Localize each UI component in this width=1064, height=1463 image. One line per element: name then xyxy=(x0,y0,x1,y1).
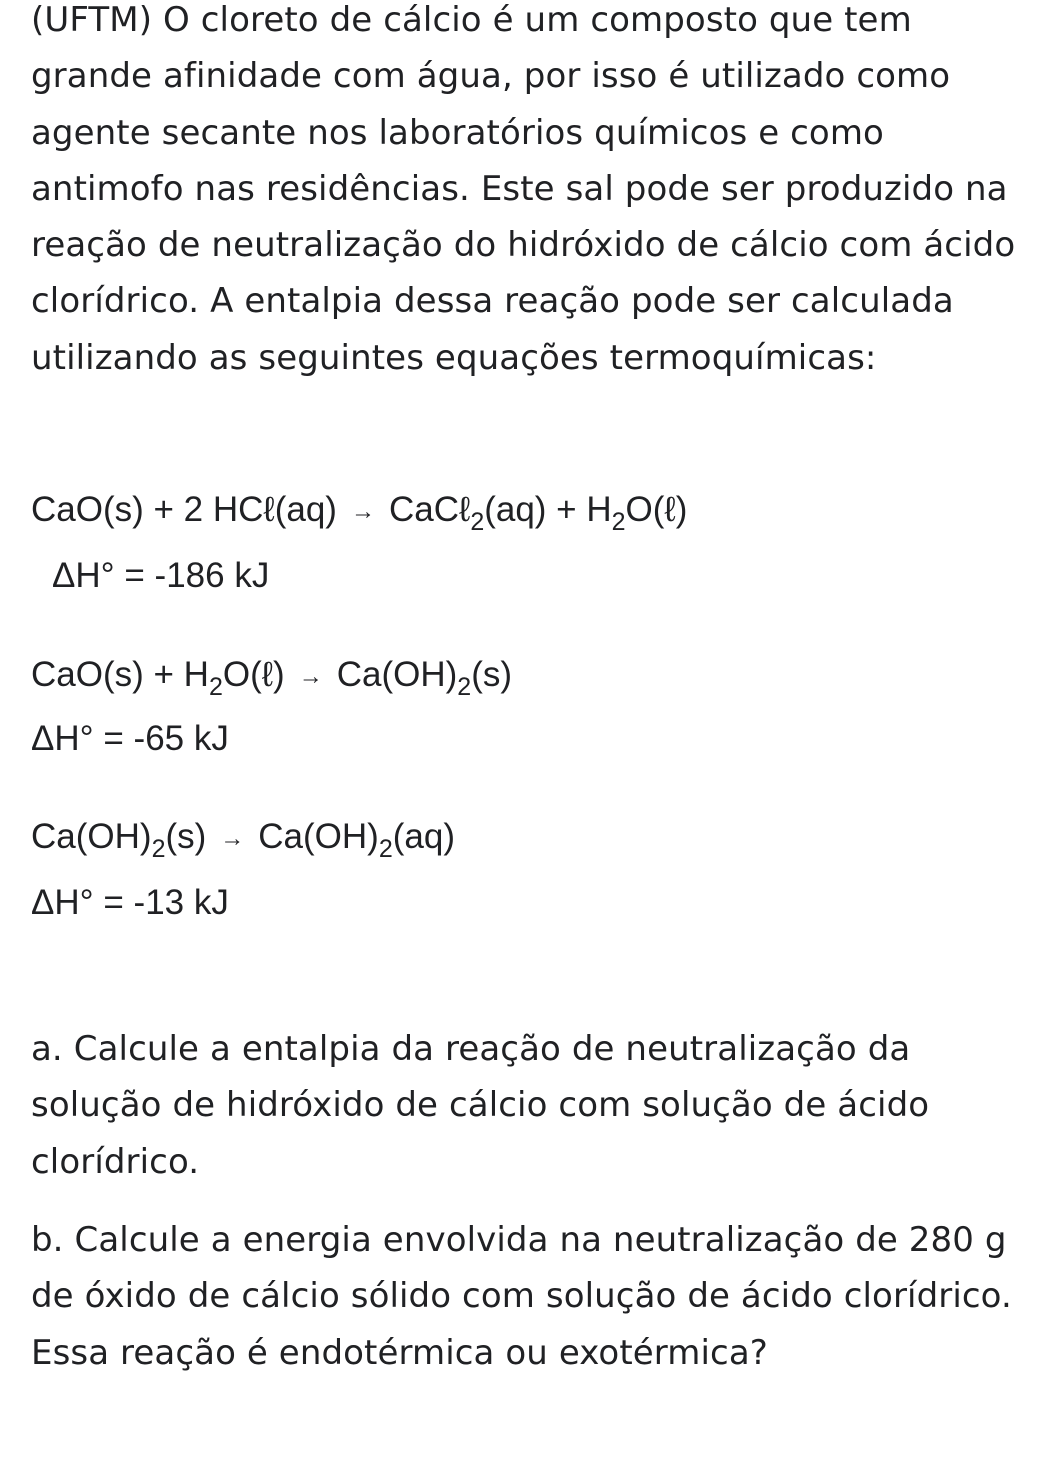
subscript: 2 xyxy=(208,673,223,701)
equation-1-enthalpy: ΔH° = -186 kJ xyxy=(52,556,270,595)
subscript: 2 xyxy=(457,673,472,701)
equation-2-reactant-1: CaO(s) + H xyxy=(31,655,209,694)
equation-1-product-3: O(ℓ) xyxy=(625,490,688,529)
equation-2-enthalpy: ΔH° = -65 kJ xyxy=(31,719,229,758)
subscript: 2 xyxy=(470,508,485,536)
equation-2-product-1: Ca(OH) xyxy=(336,655,458,694)
equation-1-reaction xyxy=(31,490,688,536)
equation-3-enthalpy: ΔH° = -13 kJ xyxy=(31,883,229,922)
equation-2-reaction xyxy=(31,655,512,701)
subscript: 2 xyxy=(611,508,626,536)
question-b: b. Calcule a energia envolvida na neutralização de 280 g de óxido de cálcio sólido com solução de ácido clorídrico. Essa reação é endotérmica ou exotérmica? xyxy=(31,1220,1012,1373)
question-a: a. Calcule a entalpia da reação de neutralização da solução de hidróxido de cálcio com solução de ácido clorídrico. xyxy=(31,1029,930,1182)
equation-1-reactants: CaO(s) + 2 HCℓ(aq) xyxy=(31,490,337,529)
question-intro: (UFTM) O cloreto de cálcio é um composto que tem grande afinidade com água, por isso é utilizado como agente secante nos laboratórios químicos e como antimofo nas residências. Este sal pode ser produzido na reação de neutralização do hidróxido de cálcio com ácido clorídrico. A entalpia dessa reação pode ser calculada utilizando as seguintes equações termoquímicas: xyxy=(31,0,1016,378)
arrow-icon: → xyxy=(220,825,245,852)
equation-3 xyxy=(31,817,455,923)
equation-1-product-1: CaCℓ xyxy=(388,490,471,529)
equation-3-reactant-2: (s) xyxy=(165,817,207,856)
equation-1-product-2: (aq) + H xyxy=(484,490,612,529)
equation-2-product-2: (s) xyxy=(471,655,512,694)
subscript: 2 xyxy=(378,835,393,863)
subscript: 2 xyxy=(151,835,166,863)
arrow-icon: → xyxy=(350,498,375,525)
equation-1 xyxy=(31,490,687,596)
equation-3-reactant-1: Ca(OH) xyxy=(31,817,152,856)
equation-2 xyxy=(31,655,512,759)
arrow-icon: → xyxy=(298,663,323,690)
equation-3-product-1: Ca(OH) xyxy=(258,817,379,856)
equation-3-product-2: (aq) xyxy=(392,817,455,856)
equation-2-reactant-2: O(ℓ) xyxy=(222,655,285,694)
equation-3-reaction xyxy=(31,817,455,863)
